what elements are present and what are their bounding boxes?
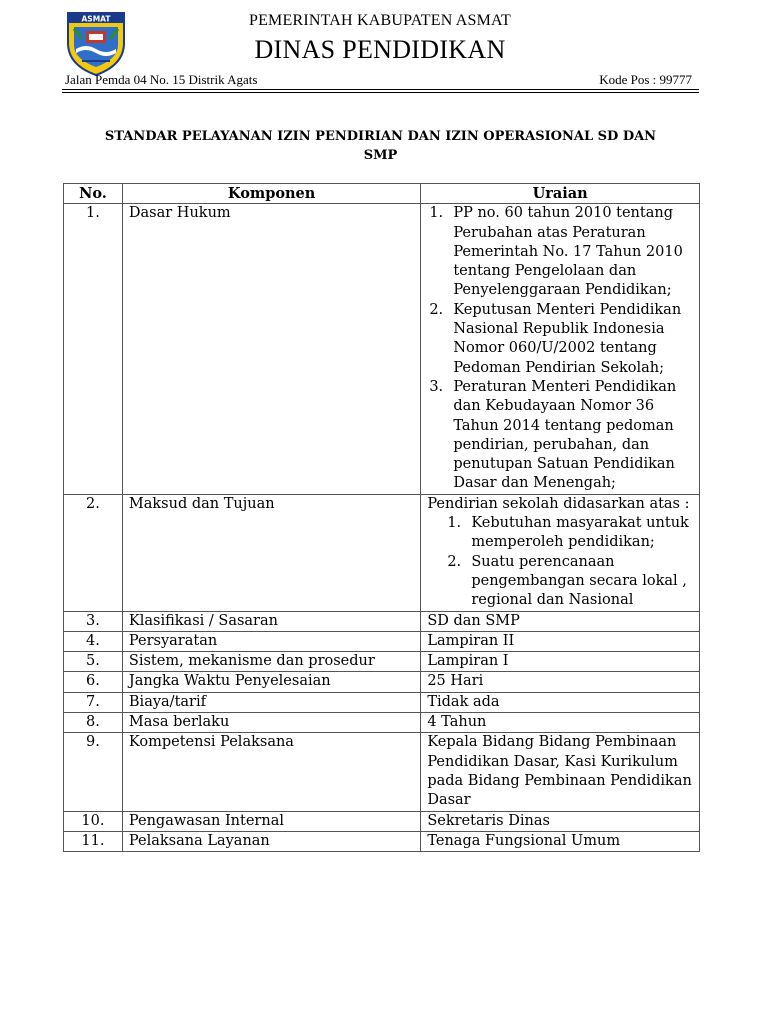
row-uraian — [421, 494, 700, 611]
table-row — [64, 494, 700, 611]
row-uraian: 25 Hari — [421, 672, 700, 692]
row-komponen: Sistem, mekanisme dan prosedur — [122, 652, 420, 672]
row-number: 4. — [64, 631, 123, 651]
row-number: 6. — [64, 672, 123, 692]
row-uraian: Kepala Bidang Bidang Pembinaan Pendidikan Dasar, Kasi Kurikulum pada Bidang Pembinaan Pendidikan Dasar — [421, 733, 700, 811]
row-komponen: Maksud dan Tujuan — [122, 494, 420, 611]
row-number: 8. — [64, 713, 123, 733]
table-row — [64, 811, 700, 831]
list-item-number: 2. — [447, 553, 462, 570]
legal-basis-list — [421, 204, 699, 493]
list-item — [421, 204, 699, 300]
header-no: No. — [64, 184, 123, 204]
table-row — [64, 733, 700, 811]
list-item-number: 1. — [429, 205, 444, 222]
list-item-number: 1. — [447, 515, 462, 532]
table-row — [64, 652, 700, 672]
table-row — [64, 204, 700, 494]
row-number: 3. — [64, 611, 123, 631]
logo-text: ASMAT — [81, 14, 111, 24]
row-uraian: SD dan SMP — [421, 611, 700, 631]
list-item-text: Kebutuhan masyarakat untuk memperoleh pendidikan; — [471, 515, 689, 551]
table-row — [64, 831, 700, 851]
row-number: 5. — [64, 652, 123, 672]
office-address: Jalan Pemda 04 No. 15 Distrik Agats — [65, 72, 258, 87]
row-komponen: Persyaratan — [122, 631, 420, 651]
list-item — [421, 378, 699, 494]
purpose-list — [421, 514, 699, 610]
department-name: DINAS PENDIDIKAN — [254, 35, 506, 64]
government-name: PEMERINTAH KABUPATEN ASMAT — [248, 12, 512, 29]
row-number: 10. — [64, 811, 123, 831]
list-item-text: PP no. 60 tahun 2010 tentang Perubahan atas Peraturan Pemerintah No. 17 Tahun 2010 tentang Pengelolaan dan Penyelenggaraan Pendidikan; — [453, 205, 683, 299]
row-komponen: Jangka Waktu Penyelesaian — [122, 672, 420, 692]
row-uraian: Sekretaris Dinas — [421, 811, 700, 831]
row-uraian: Tenaga Fungsional Umum — [421, 831, 700, 851]
list-item-text: Peraturan Menteri Pendidikan dan Kebudayaan Nomor 36 Tahun 2014 tentang pedoman pendirian, perubahan, dan penutupan Satuan Pendidikan Dasar dan Menengah; — [453, 378, 677, 492]
row-uraian: 4 Tahun — [421, 713, 700, 733]
letterhead-divider-thin — [62, 89, 699, 90]
row-uraian: Lampiran II — [421, 631, 700, 651]
row-uraian: Lampiran I — [421, 652, 700, 672]
list-item-text: Keputusan Menteri Pendidikan Nasional Republik Indonesia Nomor 060/U/2002 tentang Pedoman Pendirian Sekolah; — [453, 301, 682, 376]
row-uraian: Tidak ada — [421, 692, 700, 712]
list-item — [421, 553, 699, 611]
list-item — [421, 301, 699, 378]
row-komponen: Dasar Hukum — [122, 204, 420, 494]
document-title-line-2: SMP — [363, 148, 398, 163]
table-header-row — [64, 184, 700, 204]
row-komponen: Masa berlaku — [122, 713, 420, 733]
row-komponen: Biaya/tarif — [122, 692, 420, 712]
row-komponen: Klasifikasi / Sasaran — [122, 611, 420, 631]
table-row — [64, 713, 700, 733]
table-row — [64, 692, 700, 712]
row-komponen: Kompetensi Pelaksana — [122, 733, 420, 811]
row-number: 11. — [64, 831, 123, 851]
table-row — [64, 611, 700, 631]
service-standard-table — [63, 183, 700, 852]
row-number: 1. — [64, 204, 123, 494]
list-item-text: Suatu perencanaan pengembangan secara lokal , regional dan Nasional — [471, 553, 687, 609]
document-title-line-1: STANDAR PELAYANAN IZIN PENDIRIAN DAN IZIN OPERASIONAL SD DAN — [104, 129, 657, 144]
asmat-regency-emblem-icon — [62, 9, 130, 77]
purpose-intro: Pendirian sekolah didasarkan atas : — [427, 495, 690, 512]
list-item — [421, 514, 699, 553]
document-title — [62, 127, 699, 165]
postal-code: Kode Pos : 99777 — [599, 72, 692, 87]
row-uraian — [421, 204, 700, 494]
row-komponen: Pelaksana Layanan — [122, 831, 420, 851]
row-number: 7. — [64, 692, 123, 712]
list-item-number: 2. — [429, 301, 444, 318]
row-number: 9. — [64, 733, 123, 811]
table-row — [64, 672, 700, 692]
letterhead-divider-thick — [62, 92, 699, 93]
row-komponen: Pengawasan Internal — [122, 811, 420, 831]
header-uraian: Uraian — [421, 184, 700, 204]
row-number: 2. — [64, 494, 123, 611]
list-item-number: 3. — [429, 378, 444, 395]
table-row — [64, 631, 700, 651]
header-komponen: Komponen — [122, 184, 420, 204]
